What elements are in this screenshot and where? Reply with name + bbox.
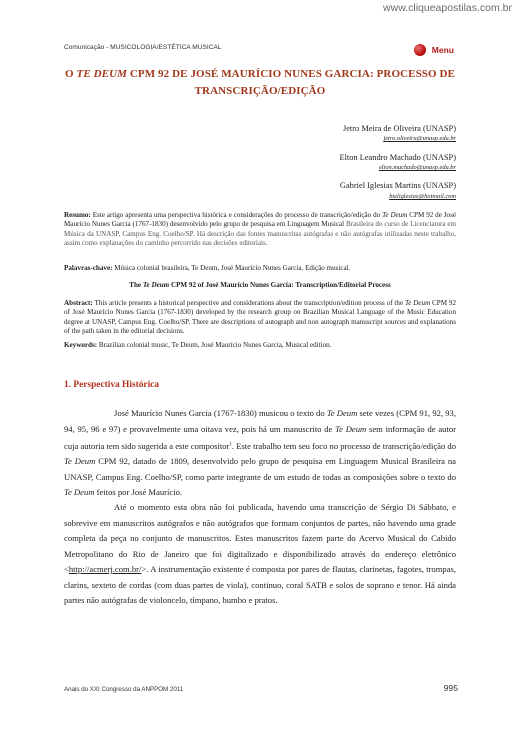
title-line-1 bbox=[60, 66, 460, 83]
menu-button[interactable] bbox=[414, 44, 454, 56]
author-name-1: Jetro Meira de Oliveira (UNASP) bbox=[342, 124, 456, 133]
title-italic: TE DEUM bbox=[76, 68, 128, 80]
palavras-label: Palavras-chave: bbox=[64, 264, 113, 272]
palavras-chave: Palavras-chave: Música colonial brasileira, Te Deum, José Maurício Nunes Garcia, Edição musical. bbox=[64, 264, 351, 272]
running-header: Comunicação - MUSICOLOGIA/ESTÉTICA MUSICAL bbox=[64, 44, 222, 51]
footer-proceedings: Anais do XXI Congresso da ANPPOM 2011 bbox=[64, 686, 184, 693]
section-heading: 1. Perspectiva Histórica bbox=[64, 380, 160, 390]
author-email-1[interactable]: jetro.oliveira@unasp.edu.br bbox=[383, 135, 456, 142]
title-prefix: O bbox=[64, 68, 77, 80]
author-email-2[interactable]: elton.machado@unasp.edu.br bbox=[378, 164, 456, 171]
keywords: Keywords: Brazilian colonial music, Te Deum, José Maurício Nunes Garcia, Musical edition. bbox=[64, 341, 332, 349]
site-url: www.cliqueapostilas.com.br bbox=[383, 2, 512, 14]
abstract-label: Abstract: bbox=[64, 299, 93, 307]
body-paragraph-2: Até o momento esta obra não foi publicada, havendo uma transcrição de Sérgio Di Sábbato, e sobrevive em manuscritos autógrafos e não autógrafos que formam conjuntos de partes, não havendo uma grade completa da peça no conjunto de manuscritos. Estes manuscritos fazem parte do Acervo Musical do Cabido Metropolitano do Rio de Janeiro que foi digitalizado e disponibilizado através do endereço eletrônico <http://acmerj.com.br/>. A instrumentação existente é composta por pares de flautas, clarinetas, fagotes, trompas, clarins, sexteto de cordas (com duas partes de viola), continuo, coral SATB e solos de soprano e tenor. Há ainda partes não autógrafas de violoncelo, tímpano, bumbo e pratos. bbox=[64, 502, 456, 605]
resumo-label: Resumo: bbox=[64, 211, 91, 219]
acmerj-link[interactable]: http://acmerj.com.br/ bbox=[68, 564, 142, 574]
author-name-2: Elton Leandro Machado (UNASP) bbox=[339, 153, 456, 162]
resumo-paragraph: Resumo: Este artigo apresenta uma perspectiva histórica e considerações do processo de transcrição/edição do Te Deum CPM 92 de José Maurício Nunes Garcia (1767-1830) desenvolvido pelo grupo de pesquisa em Linguagem Musical Brasileira do curso de Licenciatura em Música da UNASP, Campus Eng. Coelho/SP. Há descrição das fontes manuscritas autógrafas e não autógrafas utilizadas neste trabalho, assim como explanações do caminho percorrido nas decisões editoriais. bbox=[64, 211, 457, 247]
title-rest: CPM 92 DE JOSÉ MAURÍCIO NUNES GARCIA: PROCESSO DE bbox=[127, 68, 456, 80]
keywords-label: Keywords: bbox=[64, 341, 98, 349]
body-paragraph-1: José Maurício Nunes Garcia (1767-1830) musicou o texto do Te Deum sete vezes (CPM 91, 92, 93, 94, 95, 96 e 97) e provavelmente uma oitava vez, pois há um manuscrito de Te Deum sem informação de autor cuja autoria tem sido sugerida a este compositor$^1$. Este trabalho tem seu foco no processo de transcrição/edição do Te Deum CPM 92, datado de 1809, desenvolvido pelo grupo de pesquisa em Linguagem Musical Brasileira na UNASP, Campus Eng. Coelho/SP, como parte integrante de um estudo de todas as composições sobre o texto do Te Deum feitos por José Maurício. bbox=[64, 408, 456, 498]
paper-title bbox=[60, 66, 460, 100]
abstract-paragraph: Abstract: This article presents a historical perspective and considerations about the transcription/edition process of the Te Deum CPM 92 of José Maurício Nunes Garcia (1767-1830) developed by the research group on Brazilian Musical Language of the Music Education degree at UNASP, Campus Eng. Coelho/SP. There are descriptions of autograph and non autograph manuscript sources and explanations of the path taken in the editorial decisions. bbox=[64, 299, 456, 335]
author-email-3[interactable]: bieliglesias@hotmail.com bbox=[389, 193, 456, 200]
page-number: 995 bbox=[443, 683, 458, 693]
title-line-2: TRANSCRIÇÃO/EDIÇÃO bbox=[194, 85, 326, 97]
menu-label: Menu bbox=[431, 45, 454, 55]
menu-bullet-icon bbox=[414, 44, 426, 56]
english-title: The Te Deum CPM 92 of José Maurício Nunes Garcia: Transcription/Editorial Process bbox=[129, 281, 391, 289]
footnote-marker[interactable]: 1 bbox=[229, 442, 232, 447]
author-name-3: Gabriel Iglesias Martins (UNASP) bbox=[339, 181, 456, 190]
